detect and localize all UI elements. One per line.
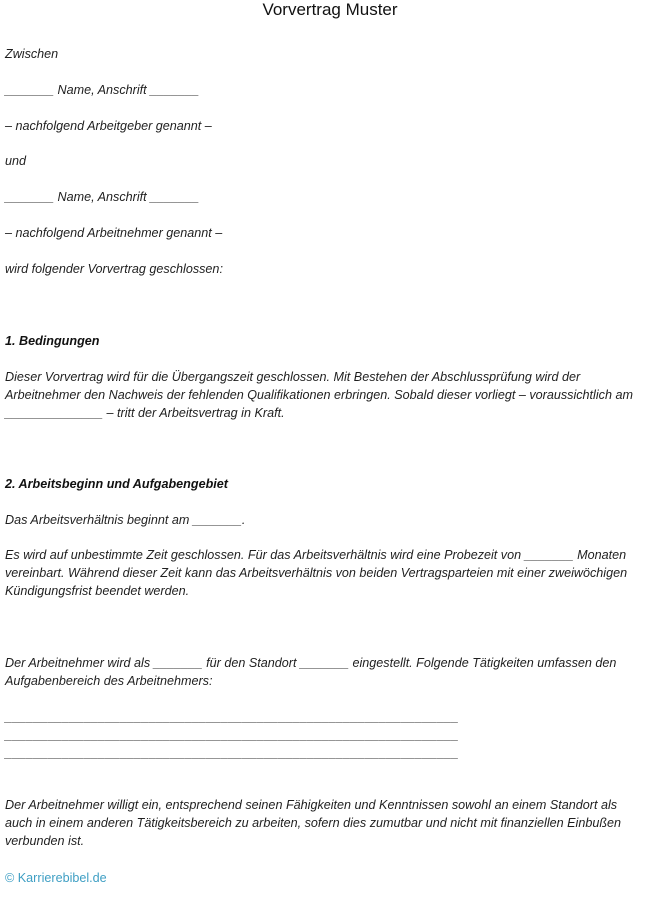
party1-role: – nachfolgend Arbeitgeber genannt – <box>5 119 212 133</box>
copyright-footer: © Karrierebibel.de <box>5 871 107 885</box>
section2-consent-line3: verbunden ist. <box>5 834 85 848</box>
task-blank-line: _______________________________________________________________ <box>5 710 459 724</box>
task-blank-line: _______________________________________________________________ <box>5 728 459 742</box>
section2-consent-line2: auch in einem anderen Tätigkeitsbereich zu arbeiten, sofern dies zumutbar und nicht mit finanziellen Einbußen <box>5 816 622 830</box>
party2-blank: _______ Name, Anschrift _______ <box>5 190 200 204</box>
section2-probation-line2: vereinbart. Während dieser Zeit kann das Arbeitsverhältnis von beiden Vertragsparteien mit einer zweiwöchigen <box>5 566 628 580</box>
section2-start: Das Arbeitsverhältnis beginnt am _______. <box>5 513 246 527</box>
section2-probation-line1: Es wird auf unbestimmte Zeit geschlossen. Für das Arbeitsverhältnis wird eine Probezeit von _______ Monaten <box>5 548 627 562</box>
intro-concluded: wird folgender Vorvertrag geschlossen: <box>5 262 223 276</box>
task-blank-line: _______________________________________________________________ <box>5 746 459 760</box>
section1-text-line1: Dieser Vorvertrag wird für die Übergangszeit geschlossen. Mit Bestehen der Abschlussprüfung wird der <box>5 370 581 384</box>
section2-heading: 2. Arbeitsbeginn und Aufgabengebiet <box>5 477 228 491</box>
section1-heading: 1. Bedingungen <box>5 334 100 348</box>
party2-role: – nachfolgend Arbeitnehmer genannt – <box>5 226 223 240</box>
section2-position-line2: Aufgabenbereich des Arbeitnehmers: <box>5 674 213 688</box>
task-blank-lines <box>5 708 657 762</box>
section1-text-line3: ______________ – tritt der Arbeitsvertrag in Kraft. <box>5 406 285 420</box>
intro-and: und <box>5 154 27 168</box>
document-title: Vorvertrag Muster <box>262 0 398 19</box>
section2-consent-line1: Der Arbeitnehmer willigt ein, entsprechend seinen Fähigkeiten und Kenntnissen sowohl an einem Standort als <box>5 798 618 812</box>
intro-between: Zwischen <box>5 47 59 61</box>
section2-probation-line3: Kündigungsfrist beendet werden. <box>5 584 190 598</box>
party1-blank: _______ Name, Anschrift _______ <box>5 83 200 97</box>
section2-position-line1: Der Arbeitnehmer wird als _______ für den Standort _______ eingestellt. Folgende Tätigkeiten umfassen den <box>5 656 617 670</box>
section1-text-line2: Arbeitnehmer den Nachweis der fehlenden Qualifikationen erbringen. Sobald dieser vorliegt – voraussichtlich am <box>5 388 633 402</box>
